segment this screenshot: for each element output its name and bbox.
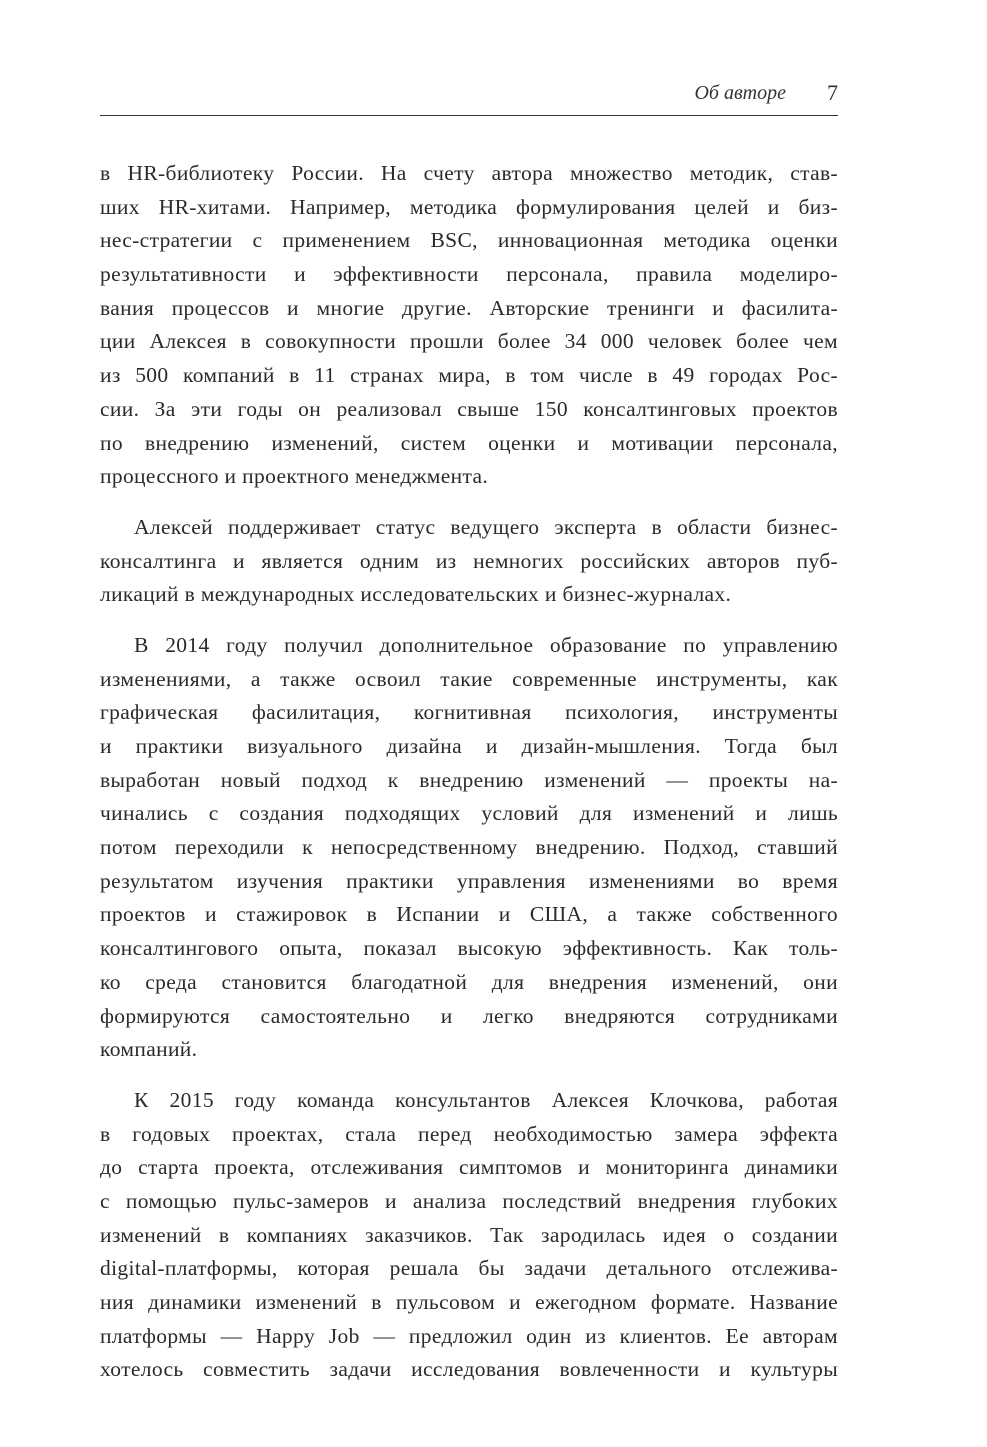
text-line: потом переходили к непосредственному внедрению. Подход, ставший <box>100 835 838 860</box>
text-line: ции Алексея в совокупности прошли более 34 000 человек более чем <box>100 329 838 354</box>
text-line: консалтинга и является одним из немногих российских авторов пуб- <box>100 548 838 573</box>
text-line: изменениями, а также освоил такие современные инструменты, как <box>100 666 838 691</box>
paragraph <box>100 511 838 612</box>
text-line: ко среда становится благодатной для внедрения изменений, они <box>100 969 838 994</box>
text-line: графическая фасилитация, когнитивная психология, инструменты <box>100 700 838 725</box>
text-line: К 2015 году команда консультантов Алексея Клочкова, работая <box>134 1087 838 1112</box>
text-line: процессного и проектного менеджмента. <box>100 464 489 489</box>
page-body <box>100 157 838 1404</box>
text-line: результатом изучения практики управления изменениями во время <box>100 868 838 893</box>
paragraph <box>100 629 838 1067</box>
text-line: изменений в компаниях заказчиков. Так зародилась идея о создании <box>100 1222 838 1247</box>
paragraph <box>100 1084 838 1387</box>
page-number: 7 <box>827 80 838 105</box>
text-line: компаний. <box>100 1037 198 1062</box>
text-line: до старта проекта, отслеживания симптомов и мониторинга динамики <box>100 1155 838 1180</box>
text-line: в годовых проектах, стала перед необходимостью замера эффекта <box>100 1121 838 1146</box>
text-line: вания процессов и многие другие. Авторские тренинги и фасилита- <box>100 295 838 320</box>
text-line: ликаций в международных исследовательских и бизнес-журналах. <box>100 582 732 607</box>
text-line: В 2014 году получил дополнительное образование по управлению <box>134 632 838 657</box>
text-line: в HR-библиотеку России. На счету автора множество методик, став- <box>100 161 838 185</box>
running-header <box>100 78 838 114</box>
paragraph <box>100 157 838 494</box>
running-section-title: Об авторе <box>694 82 786 104</box>
text-line: консалтингового опыта, показал высокую эффективность. Как толь- <box>100 936 838 961</box>
header-rule <box>100 115 838 116</box>
text-line: хотелось совместить задачи исследования вовлеченности и культуры <box>100 1357 838 1382</box>
text-line: и практики визуального дизайна и дизайн-мышления. Тогда был <box>100 734 838 758</box>
text-line: ших HR-хитами. Например, методика формулирования целей и биз- <box>100 194 838 219</box>
text-line: платформы — Happy Job — предложил один из клиентов. Ее авторам <box>100 1323 838 1348</box>
text-line: нес-стратегии с применением BSC, инновационная методика оценки <box>100 228 838 253</box>
text-line: ния динамики изменений в пульсовом и ежегодном формате. Название <box>100 1290 838 1314</box>
text-line: с помощью пульс-замеров и анализа последствий внедрения глубоких <box>100 1188 838 1213</box>
text-line: сии. За эти годы он реализовал свыше 150 консалтинговых проектов <box>100 396 838 421</box>
text-line: выработан новый подход к внедрению изменений — проекты на- <box>100 767 838 792</box>
text-line: по внедрению изменений, систем оценки и мотивации персонала, <box>100 430 838 455</box>
text-line: формируются самостоятельно и легко внедряются сотрудниками <box>100 1003 838 1028</box>
text-line: из 500 компаний в 11 странах мира, в том числе в 49 городах Рос- <box>100 363 838 388</box>
text-line: результативности и эффективности персонала, правила моделиро- <box>100 262 838 287</box>
text-line: чинались с создания подходящих условий для изменений и лишь <box>100 801 838 826</box>
text-line: проектов и стажировок в Испании и США, а также собственного <box>100 902 838 927</box>
text-line: digital-платформы, которая решала бы задачи детального отслежива- <box>100 1256 838 1281</box>
text-line: Алексей поддерживает статус ведущего эксперта в области бизнес- <box>134 514 838 539</box>
